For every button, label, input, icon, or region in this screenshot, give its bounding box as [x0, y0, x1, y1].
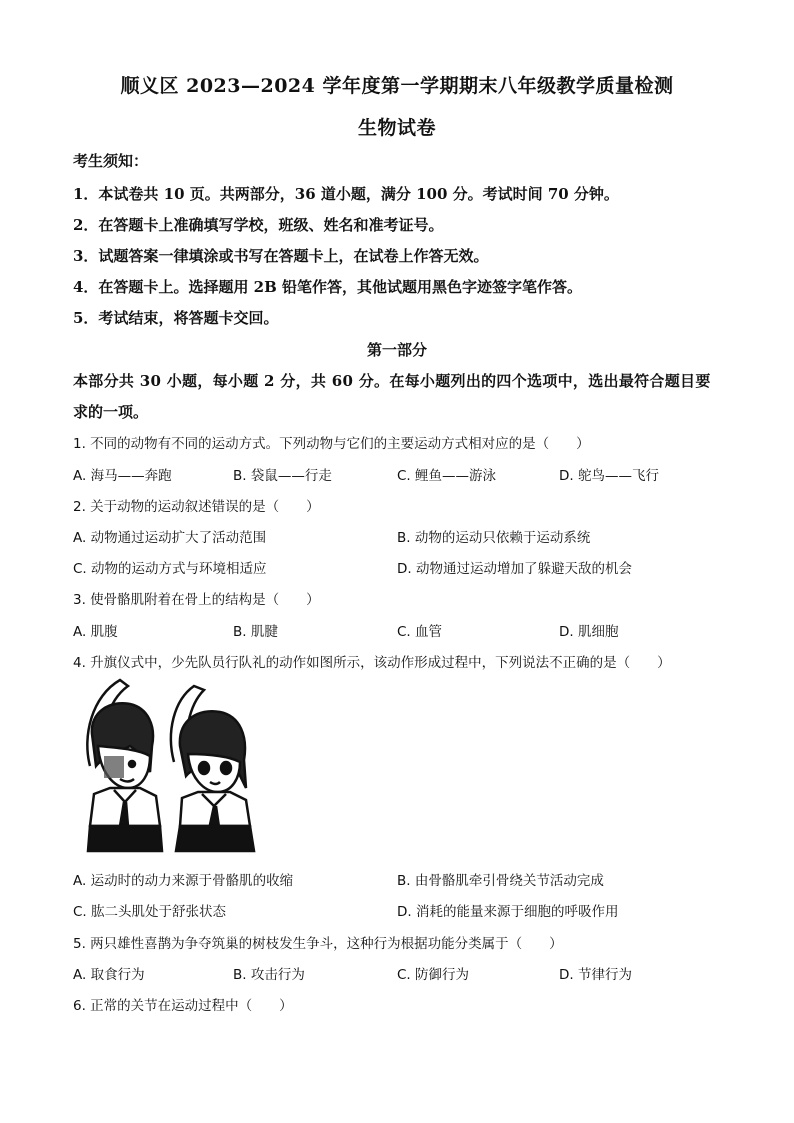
notice-heading: 考生须知： [73, 152, 149, 170]
question-5-stem: 5. 两只雄性喜鹊为争夺筑巢的树枝发生争斗，这种行为根据功能分类属于（ ） [73, 936, 563, 952]
question-2-option-b[interactable]: B. 动物的运动只依赖于运动系统 [397, 530, 591, 546]
question-4-stem: 4. 升旗仪式中，少先队员行队礼的动作如图所示，该动作形成过程中，下列说法不正确的是（ ） [73, 655, 671, 671]
question-3-stem: 3. 使骨骼肌附着在骨上的结构是（ ） [73, 592, 320, 608]
part-one-title: 第一部分 [366, 341, 427, 359]
notice-item-1: 1．本试卷共 10 页。共两部分，36 道小题，满分 100 分。考试时间 70 分钟。 [73, 185, 619, 203]
salute-illustration [70, 676, 260, 854]
question-5-option-b[interactable]: B. 攻击行为 [233, 967, 305, 983]
question-2-option-d[interactable]: D. 动物通过运动增加了躲避天敌的机会 [397, 561, 632, 577]
question-5-option-d[interactable]: D. 节律行为 [559, 967, 632, 983]
question-6-stem: 6. 正常的关节在运动过程中（ ） [73, 998, 293, 1014]
notice-item-5: 5．考试结束，将答题卡交回。 [73, 309, 279, 327]
question-4-option-a[interactable]: A. 运动时的动力来源于骨骼肌的收缩 [73, 873, 294, 889]
question-5-option-c[interactable]: C. 防御行为 [397, 967, 470, 983]
exam-title: 顺义区 2023—2024 学年度第一学期期末八年级教学质量检测 [120, 75, 674, 97]
part-one-instruction-2: 求的一项。 [73, 403, 149, 421]
notice-item-3: 3．试题答案一律填涂或书写在答题卡上，在试卷上作答无效。 [73, 247, 489, 265]
question-3-option-d[interactable]: D. 肌细胞 [559, 624, 619, 640]
notice-item-2: 2．在答题卡上准确填写学校，班级、姓名和准考证号。 [73, 216, 444, 234]
question-3-option-b[interactable]: B. 肌腱 [233, 624, 278, 640]
exam-subtitle: 生物试卷 [357, 117, 436, 139]
pioneers-salute-drawing [70, 676, 260, 854]
question-1-option-a[interactable]: A. 海马——奔跑 [73, 468, 172, 484]
question-1-option-c[interactable]: C. 鲤鱼——游泳 [397, 468, 497, 484]
question-3-option-a[interactable]: A. 肌腹 [73, 624, 118, 640]
left-pioneer-figure [87, 680, 162, 851]
question-1-stem: 1. 不同的动物有不同的运动方式。下列动物与它们的主要运动方式相对应的是（ ） [73, 436, 590, 452]
question-3-option-c[interactable]: C. 血管 [397, 624, 443, 640]
notice-item-4: 4．在答题卡上。选择题用 2B 铅笔作答，其他试题用黑色字迹签字笔作答。 [73, 278, 582, 296]
question-2-stem: 2. 关于动物的运动叙述错误的是（ ） [73, 499, 320, 515]
question-4-option-d[interactable]: D. 消耗的能量来源于细胞的呼吸作用 [397, 904, 619, 920]
question-2-option-a[interactable]: A. 动物通过运动扩大了活动范围 [73, 530, 267, 546]
question-4-option-b[interactable]: B. 由骨骼肌牵引骨绕关节活动完成 [397, 873, 604, 889]
question-5-option-a[interactable]: A. 取食行为 [73, 967, 145, 983]
question-1-option-b[interactable]: B. 袋鼠——行走 [233, 468, 332, 484]
question-4-option-c[interactable]: C. 肱二头肌处于舒张状态 [73, 904, 227, 920]
part-one-instruction-1: 本部分共 30 小题，每小题 2 分，共 60 分。在每小题列出的四个选项中，选出最符合题目要 [73, 372, 711, 390]
question-1-option-d[interactable]: D. 鸵鸟——飞行 [559, 468, 659, 484]
right-pioneer-figure [171, 686, 254, 851]
question-2-option-c[interactable]: C. 动物的运动方式与环境相适应 [73, 561, 267, 577]
